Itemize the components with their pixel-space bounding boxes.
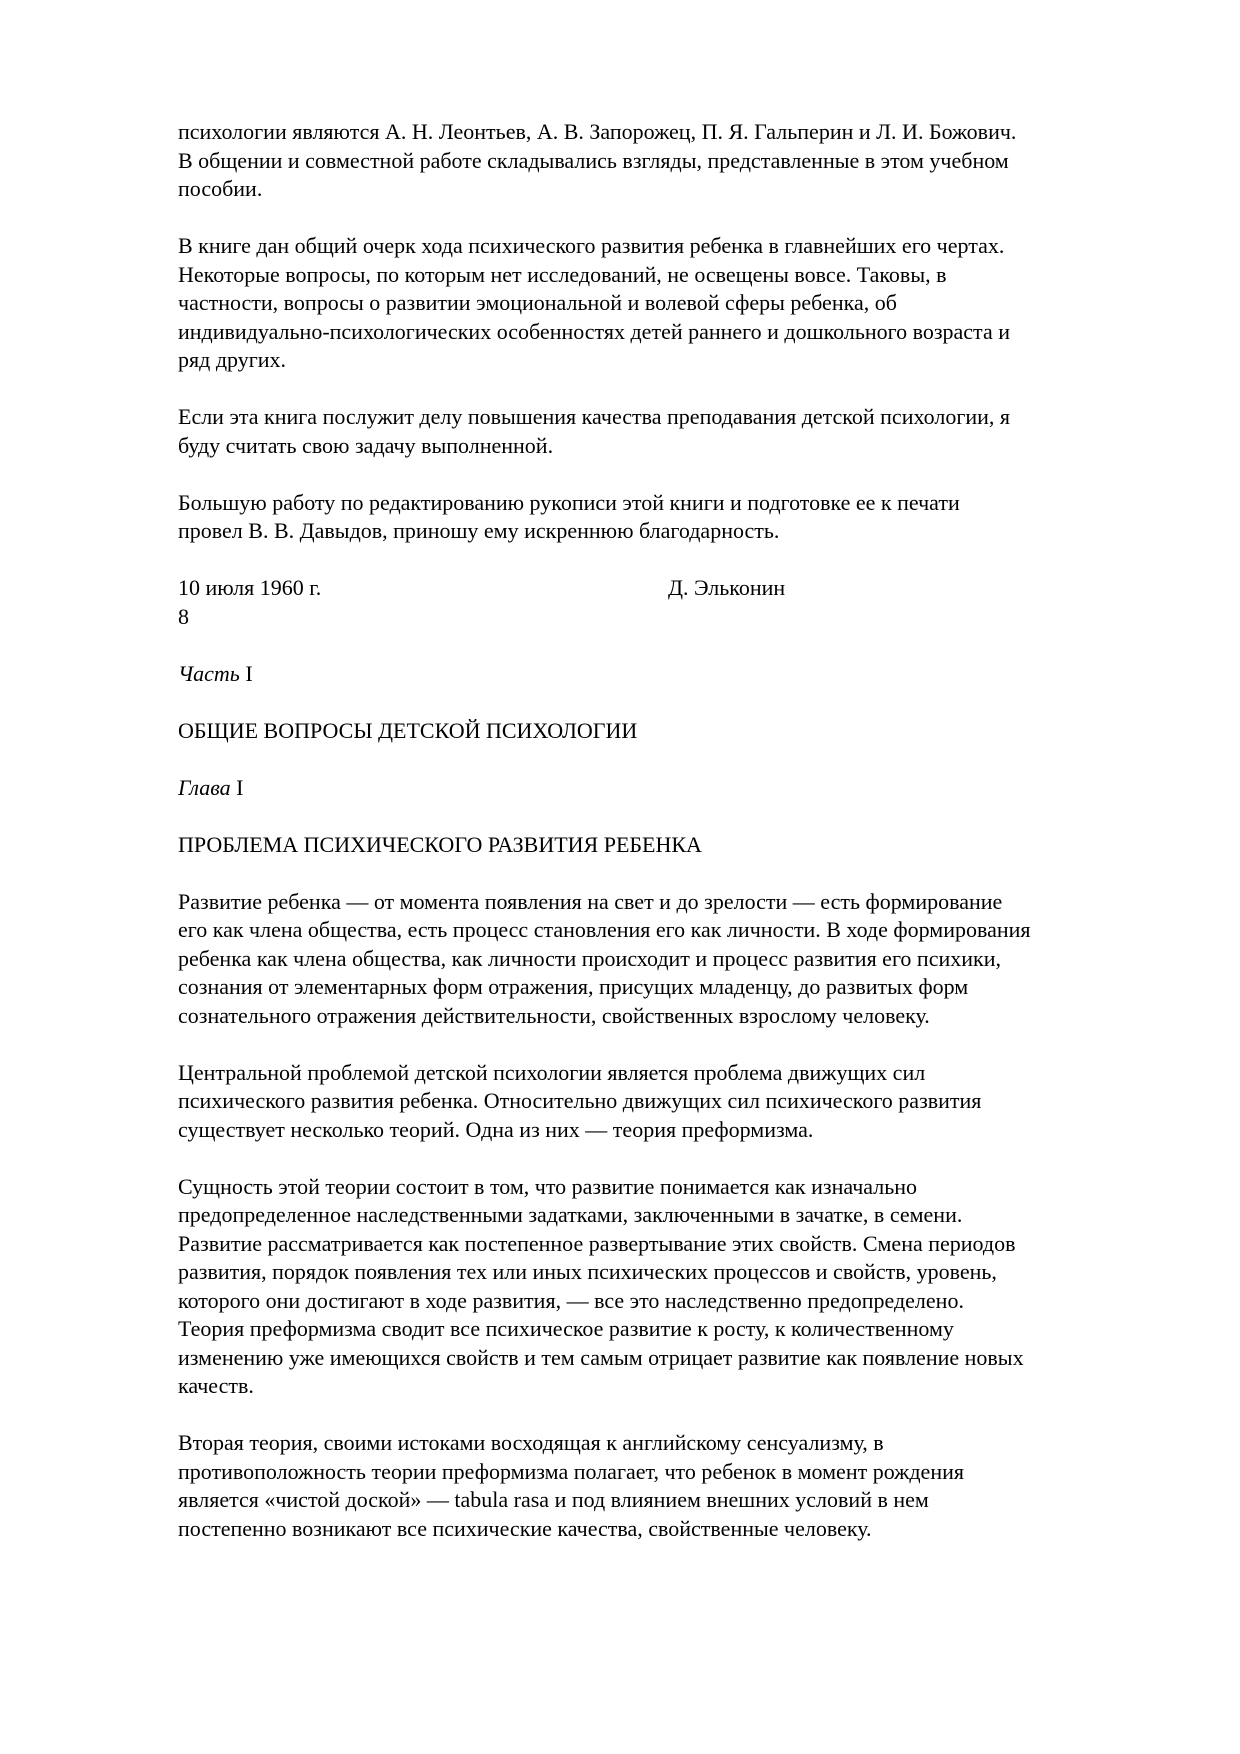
page-number: 8 (178, 603, 189, 629)
part-number: I (239, 660, 253, 686)
signature-line (178, 574, 1178, 603)
chapter-label-word: Глава (178, 774, 231, 800)
chapter-number: I (230, 774, 244, 800)
preface-paragraph-1: психологии являются А. Н. Леонтьев, А. В. Запорожец, П. Я. Гальперин и Л. И. Божович. В общении и совместной работе складывались взгляды, представленные в этом учебном пособии. (178, 119, 1017, 201)
chapter-title: ПРОБЛЕМА ПСИХИЧЕСКОГО РАЗВИТИЯ РЕБЕНКА (178, 831, 702, 857)
preface-paragraph-4: Большую работу по редактированию рукописи этой книги и подготовке ее к печати провел В. В. Давыдов, приношу ему искреннюю благодарность. (178, 489, 960, 543)
chapter-label (178, 774, 1178, 803)
body-paragraph-1: Развитие ребенка — от момента появления на свет и до зрелости — есть формирование его как члена общества, есть процесс становления его как личности. В ходе формирования ребенка как члена общества, как личности происходит и процесс развития его психики, сознания от элементарных форм отражения, присущих младенцу, до развитых форм сознательного отражения действительности, свойственных взрослому человеку. (178, 888, 1031, 1028)
preface-date: 10 июля 1960 г. (178, 575, 322, 600)
body-paragraph-4: Вторая теория, своими истоками восходящая к английскому сенсуализму, в противоположность теории преформизма полагает, что ребенок в момент рождения является «чистой доской» — tabula rasa и под влиянием внешних условий в нем постепенно возникают все психические качества, свойственные человеку. (178, 1430, 964, 1541)
part-title: ОБЩИЕ ВОПРОСЫ ДЕТСКОЙ ПСИХОЛОГИИ (178, 717, 638, 743)
document-page (178, 118, 1178, 1572)
body-paragraph-2: Центральной проблемой детской психологии является проблема движущих сил психического развития ребенка. Относительно движущих сил психического развития существует несколько теорий. Одна из них — теория преформизма. (178, 1059, 982, 1142)
body-paragraph-3: Сущность этой теории состоит в том, что развитие понимается как изначально предопределенное наследственными задатками, заключенными в зачатке, в семени. Развитие рассматривается как постепенное развертывание этих свойств. Смена периодов развития, порядок появления тех или иных психических процессов и свойств, уровень, которого они достигают в ходе развития, — все это наследственно предопределено. Теория преформизма сводит все психическое развитие к росту, к количественному изменению уже имеющихся свойств и тем самым отрицает развитие как появление новых качеств. (178, 1173, 1024, 1398)
part-label-word: Часть (178, 660, 240, 686)
preface-paragraph-3: Если эта книга послужит делу повышения качества преподавания детской психологии, я буду считать свою задачу выполненной. (178, 404, 1011, 458)
preface-paragraph-2: В книге дан общий очерк хода психического развития ребенка в главнейших его чертах. Некоторые вопросы, по которым нет исследований, не освещены вовсе. Таковы, в частности, вопросы о развитии эмоциональной и волевой сферы ребенка, об индивидуально-психологических особенностях детей раннего и дошкольного возраста и ряд других. (178, 233, 1010, 372)
preface-author: Д. Эльконин (668, 575, 786, 600)
part-label (178, 660, 1178, 689)
